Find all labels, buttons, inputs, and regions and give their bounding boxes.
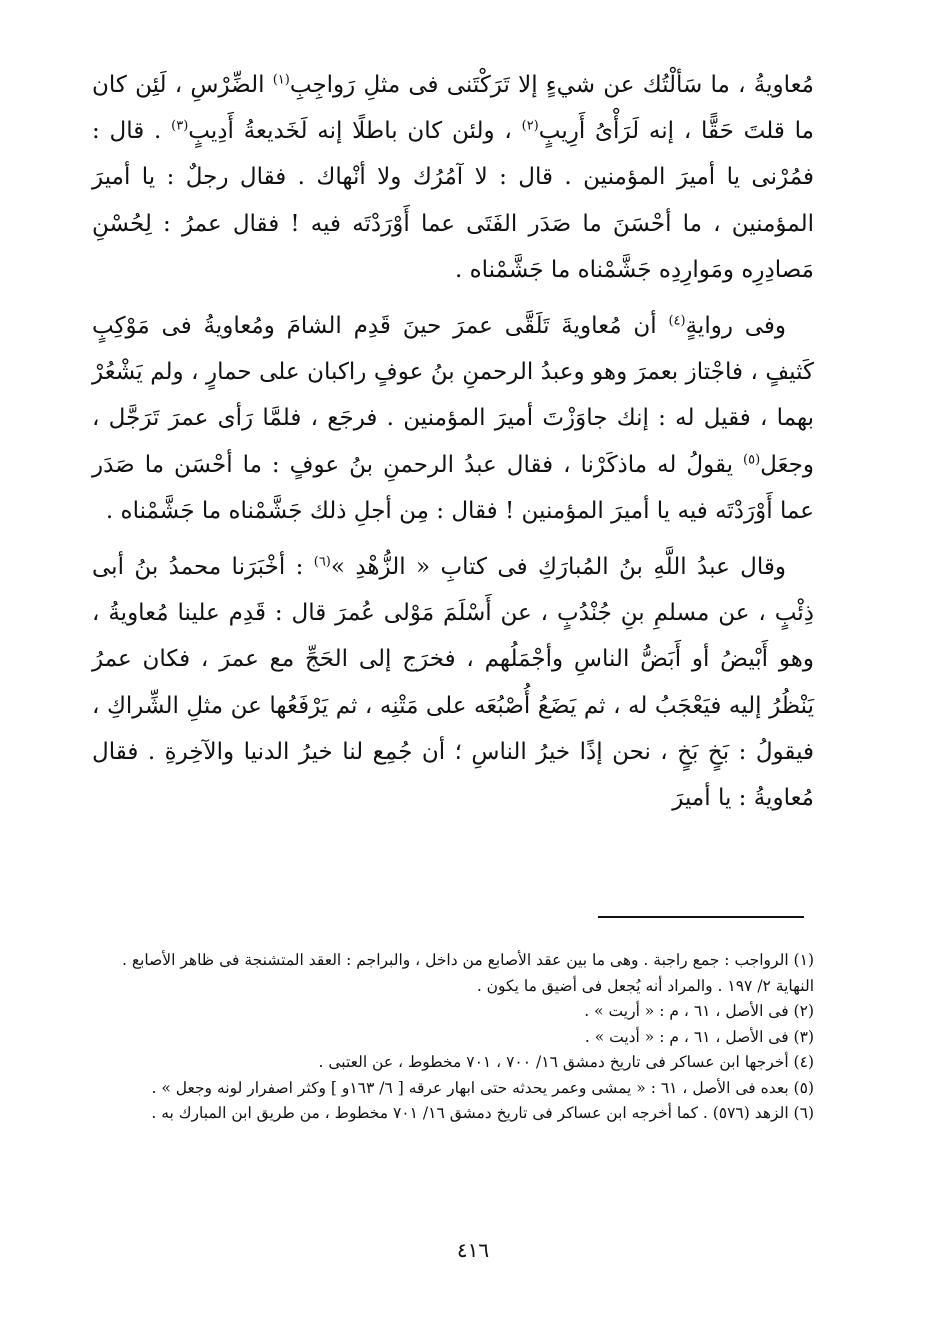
footnote-2: (٢) فى الأصل ، ٦١ ، م : « أريت » . xyxy=(584,1002,814,1020)
paragraph-1-text: . قال : فمُرْنى يا أميرَ المؤمنين . قال : لا آمُرُك ولا أنْهاك . فقال رجلٌ : يا أميرَ المؤمنين ، ما أحْسَنَ ما صَدَر الفَتَى عما أَوْرَدْتَه فيه ! فقال عمرُ : لِحُسْنِ مَصادِرِه ومَوارِدِه جَشَّمْناه ما جَشَّمْناه . xyxy=(92,118,814,283)
footnote-4: (٤) أخرجها ابن عساكر فى تاريخ دمشق ١٦/ ٧٠٠ ، ٧٠١ مخطوط ، عن العتبى . xyxy=(318,1053,814,1071)
footnote-separator-rule xyxy=(598,916,804,918)
main-text-body xyxy=(92,62,814,821)
paragraph-3-text: وقال عبدُ اللَّهِ بنُ المُبارَكِ فى كتابِ « الزُّهْدِ » xyxy=(330,554,786,581)
footnote-marker-5: (٥) xyxy=(743,451,761,467)
paragraph-1-text: ، ولئن كان باطلًا إنه لَخَديعةُ أَدِيبٍ xyxy=(188,118,522,145)
paragraph-2 xyxy=(92,303,814,534)
footnotes-section xyxy=(92,948,814,1127)
paragraph-2-text: يقولُ له ماذكَرْنا ، فقال عبدُ الرحمنِ بنُ عوفٍ : ما أحْسَن ما صَدَر عما أَوْرَدْتَه فيه يا أميرَ المؤمنين ! فقال : مِن أجلِ ذلك جَشَّمْناه ما جَشَّمْناه . xyxy=(92,451,814,524)
footnote-marker-3: (٣) xyxy=(171,118,189,134)
paragraph-1-text: مُعاويةُ ، ما سَألْتُك عن شيءٍ إلا تَرَكْتَنى فى مثلِ رَواجِبِ xyxy=(289,72,814,98)
footnote-1: (١) الرواجب : جمع راجبة . وهى ما بين عقد الأصابع من داخل ، والبراجم : العقد المتشنجة فى ظاهر الأصابع . النهاية ٢/ ١٩٧ . والمراد أنه يُجعل فى أضيق ما يكون . xyxy=(121,951,814,995)
paragraph-3-text: : أخْبَرَنا محمدُ بنُ أبى ذِئْبٍ ، عن مسلمِ بنِ جُنْدُبٍ ، عن أَسْلَمَ مَوْلى عُمرَ قال : قَدِم علينا مُعاويةُ ، وهو أَبْيضُ أو أَبَضُّ الناسِ وأجْمَلُهم ، فخرَج إلى الحَجِّ مع عمرَ ، فكان عمرُ يَنْظُرُ إليه فيَعْجَبُ له ، ثم يَضَعُ أُصْبُعَه على مَتْنِه ، ثم يَرْفَعُها عن مثلِ الشِّراكِ ، فيقولُ : بَخٍ بَخٍ ، نحن إذًا خيرُ الناسِ ؛ أن جُمِع لنا خيرُ الدنيا والآخِرةِ . فقال مُعاويةُ : يا أميرَ xyxy=(92,554,814,812)
footnote-5: (٥) بعده فى الأصل ، ٦١ : « يمشى وعمر يحدثه حتى ابهار عرقه [ ٦/ ١٦٣و ] وكثر اصفرار لونه وجعل » . xyxy=(151,1078,814,1097)
paragraph-1 xyxy=(92,62,814,293)
paragraph-2-text: أن مُعاويةَ تَلَقَّى عمرَ حينَ قَدِم الشامَ ومُعاويةُ فى مَوْكِبٍ كَثيفٍ ، فاجْتاز بعمرَ وهو وعبدُ الرحمنِ بنُ عوفٍ راكبان على حمارٍ ، ولم يَشْعُرْ بهما ، فقيل له : إنك جاوَزْتَ أميرَ المؤمنين . فرجَع ، فلمَّا رَأى عمرَ تَرَجَّل ، وجعَل xyxy=(92,313,814,478)
paragraph-2-text: وفى روايةٍ xyxy=(685,313,786,340)
footnote-6: (٦) الزهد (٥٧٦) . كما أخرجه ابن عساكر فى تاريخ دمشق ١٦/ ٧٠١ مخطوط ، من طريق ابن المبارك به . xyxy=(151,1104,814,1122)
footnote-marker-2: (٢) xyxy=(521,118,539,134)
footnote-marker-6: (٦) xyxy=(313,554,331,570)
footnote-3: (٣) فى الأصل ، ٦١ ، م : « أديت » . xyxy=(584,1027,814,1046)
paragraph-1-text: الضِّرْسِ ، لَئِن كان ما قلتَ حَقًّا ، إنه لَرَأْىُ أَرِيبٍ xyxy=(92,72,814,145)
paragraph-3 xyxy=(92,544,814,821)
footnote-marker-1: (١) xyxy=(272,72,290,88)
footnote-marker-4: (٤) xyxy=(668,313,686,329)
page-number: ٤١٦ xyxy=(456,1238,490,1262)
